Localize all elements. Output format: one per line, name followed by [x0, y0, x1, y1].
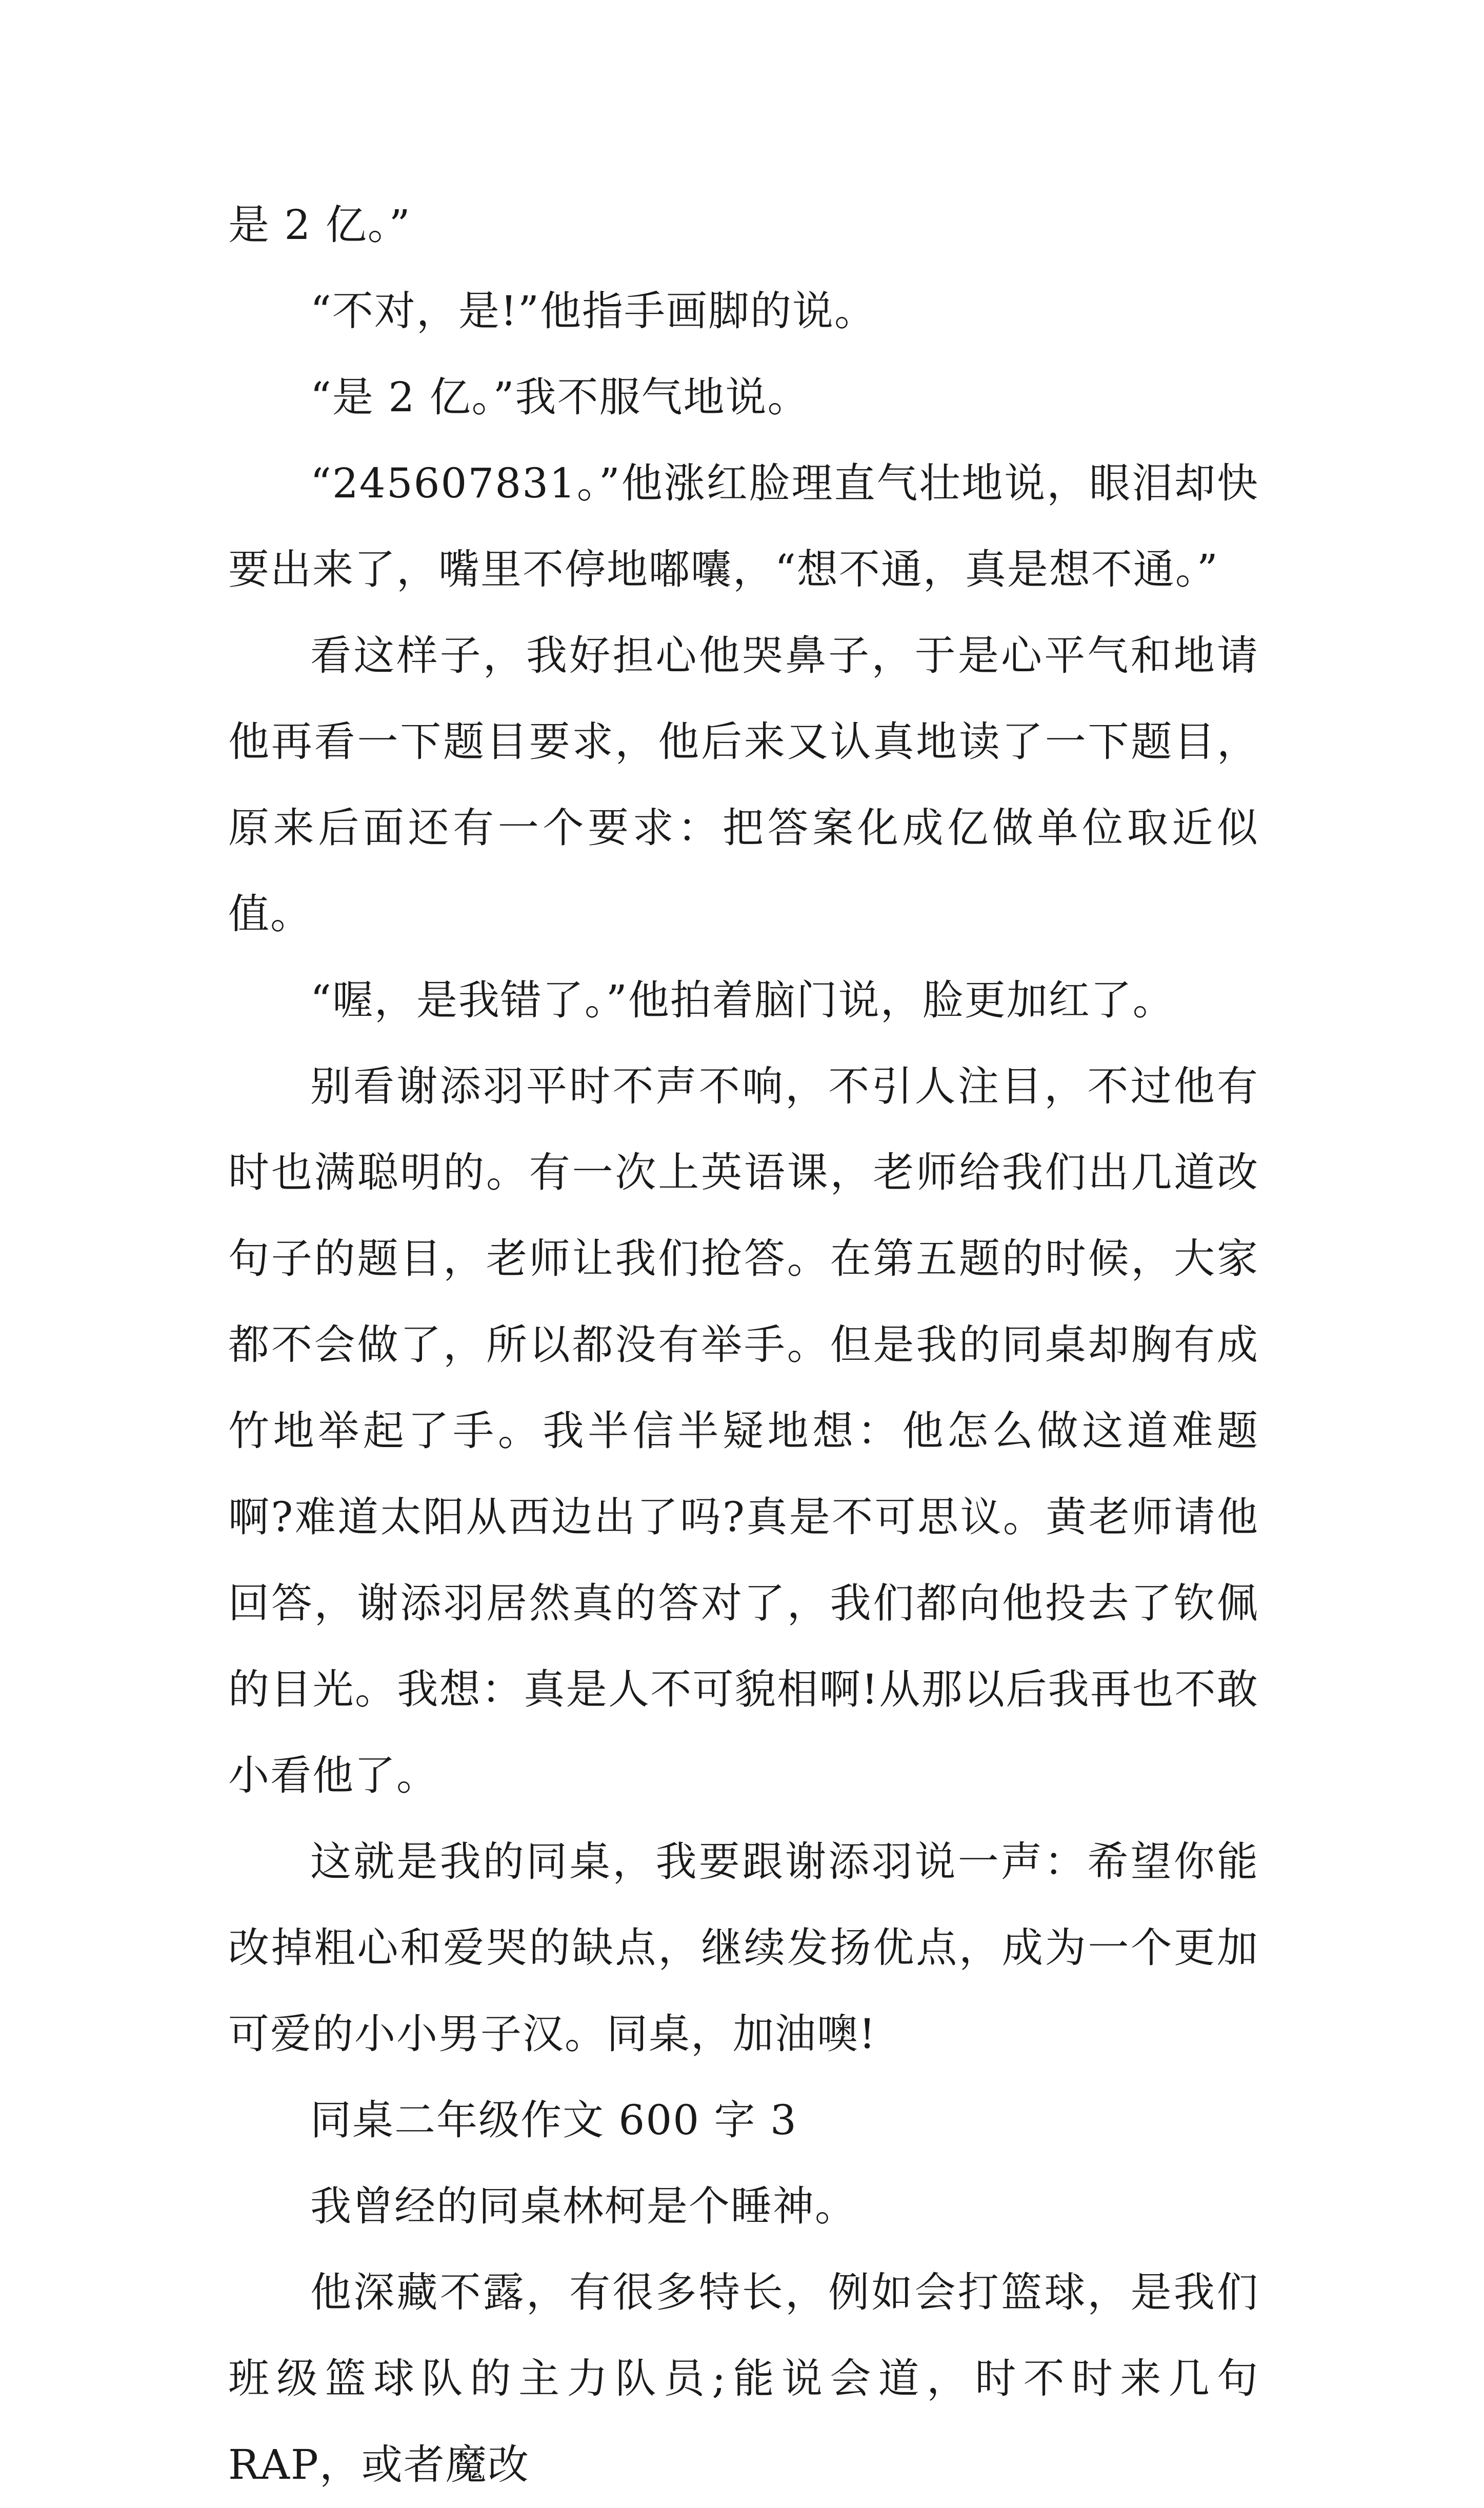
- paragraph: “245607831。”他涨红脸理直气壮地说，眼泪却快要出来了，嘴里不停地嘟囔，“想不通，真是想不通。”: [228, 459, 1259, 593]
- section-heading: 同桌二年级作文 600 字 3: [310, 2096, 797, 2144]
- paragraph: 这就是我的同桌，我要跟谢添羽说一声：希望你能改掉粗心和爱哭的缺点，继续发扬优点，成为一个更加可爱的小小男子汉。同桌，加油噢!: [228, 1838, 1259, 2058]
- paragraph: 他深藏不露，有很多特长，例如会打篮球，是我们班级篮球队的主力队员;能说会道，时不时来几句 RAP，或者魔改: [228, 2269, 1259, 2489]
- document-body: [228, 182, 1259, 2508]
- paragraph: 别看谢添羽平时不声不响，不引人注目，不过他有时也满聪明的。有一次上英语课，老师给我们出几道改句子的题目，老师让我们抢答。在第五题的时候，大家都不会做了，所以都没有举手。但是我的同桌却胸有成竹地举起了手。我半信半疑地想：他怎么做这道难题啊?难道太阳从西边出了吗?真是不可思议。黄老师请他回答，谢添羽居然真的答对了，我们都向他投去了钦佩的目光。我想：真是人不可貌相啊!从那以后我再也不敢小看他了。: [228, 1062, 1259, 1799]
- paragraph: “是 2 亿。”我不服气地说。: [310, 373, 810, 421]
- paragraph: 我曾经的同桌林柯是个睡神。: [310, 2182, 857, 2230]
- paragraph: “不对，是!”他指手画脚的说。: [310, 287, 876, 335]
- paragraph: 是 2 亿。”: [228, 201, 411, 249]
- paragraph: 看这样子，我好担心他哭鼻子，于是心平气和地请他再看一下题目要求，他后来又认真地读了一下题目，原来后面还有一个要求：把答案化成亿做单位取近似值。: [228, 632, 1259, 938]
- paragraph: “喔，是我错了。”他拍着脑门说，脸更加红了。: [310, 976, 1175, 1024]
